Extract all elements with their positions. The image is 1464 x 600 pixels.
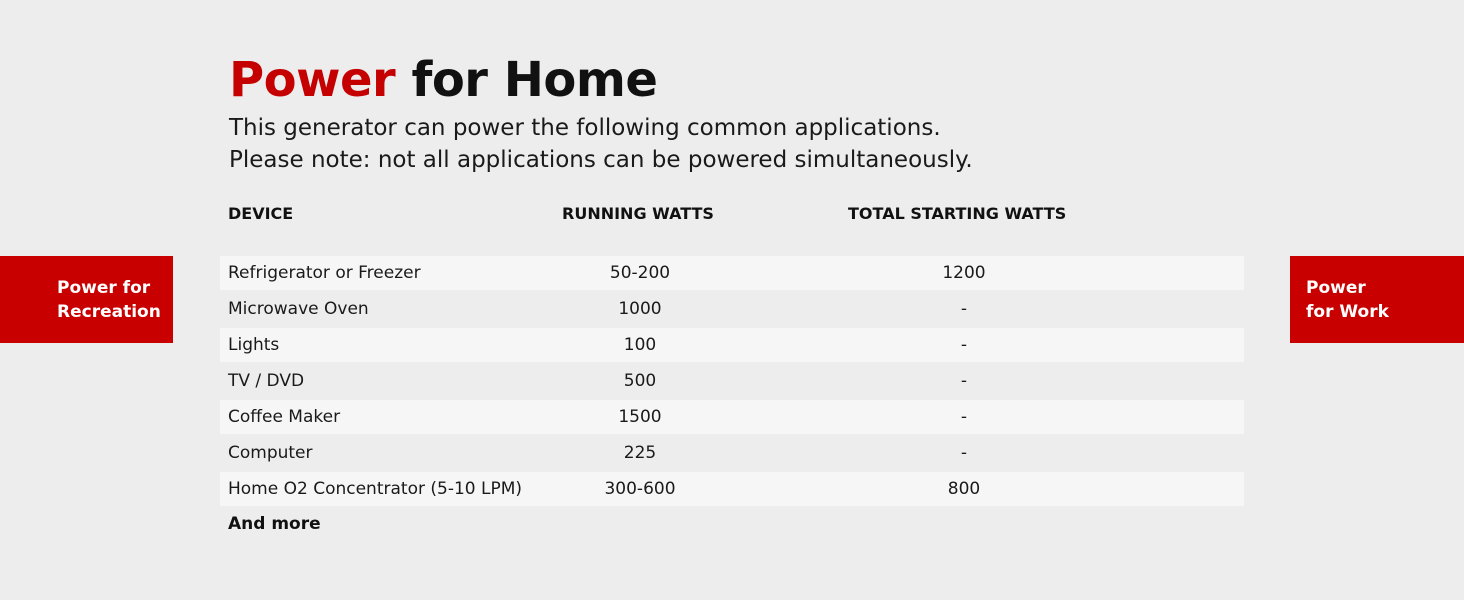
tab-label-line-2: for Work — [1306, 302, 1389, 322]
device-cell: Home O2 Concentrator (5-10 LPM) — [228, 479, 523, 499]
header-running-watts: RUNNING WATTS — [562, 204, 714, 223]
tab-label-line-1: Power — [1306, 278, 1366, 298]
device-cell: Coffee Maker — [228, 407, 341, 427]
starting-watts-cell: 1200 — [942, 263, 986, 283]
power-for-work-tab[interactable] — [1290, 256, 1464, 343]
tab-label-line-1: Power for — [57, 278, 151, 298]
table-row — [220, 400, 1244, 436]
title-rest: for Home — [395, 52, 658, 108]
running-watts-cell: 225 — [623, 443, 657, 463]
running-watts-cell: 100 — [623, 335, 657, 355]
power-for-recreation-tab[interactable] — [0, 256, 173, 343]
running-watts-cell: 500 — [623, 371, 657, 391]
table-row — [220, 328, 1244, 364]
and-more-note: And more — [228, 514, 321, 534]
table-header — [220, 204, 1244, 228]
starting-watts-cell: - — [960, 371, 968, 391]
page-title — [229, 50, 657, 110]
starting-watts-cell: - — [960, 407, 968, 427]
table-row — [220, 292, 1244, 328]
table-row — [220, 436, 1244, 472]
subtitle — [229, 112, 973, 176]
running-watts-cell: 50-200 — [609, 263, 671, 283]
running-watts-cell: 300-600 — [604, 479, 676, 499]
table-row — [220, 364, 1244, 400]
device-cell: Computer — [228, 443, 313, 463]
table-row — [220, 256, 1244, 292]
running-watts-cell: 1000 — [618, 299, 662, 319]
subtitle-line-2: Please note: not all applications can be powered simultaneously. — [229, 147, 973, 173]
header-device: DEVICE — [228, 204, 294, 223]
device-cell: Refrigerator or Freezer — [228, 263, 421, 283]
table-row — [220, 472, 1244, 508]
tab-label-line-2: Recreation — [57, 302, 161, 322]
starting-watts-cell: - — [960, 335, 968, 355]
device-cell: Lights — [228, 335, 280, 355]
starting-watts-cell: - — [960, 443, 968, 463]
subtitle-line-1: This generator can power the following common applications. — [229, 115, 941, 141]
running-watts-cell: 1500 — [618, 407, 662, 427]
header-starting-watts: TOTAL STARTING WATTS — [848, 204, 1067, 223]
power-table — [220, 256, 1244, 508]
device-cell: Microwave Oven — [228, 299, 369, 319]
title-accent: Power — [229, 52, 396, 108]
starting-watts-cell: 800 — [947, 479, 981, 499]
starting-watts-cell: - — [960, 299, 968, 319]
device-cell: TV / DVD — [228, 371, 305, 391]
